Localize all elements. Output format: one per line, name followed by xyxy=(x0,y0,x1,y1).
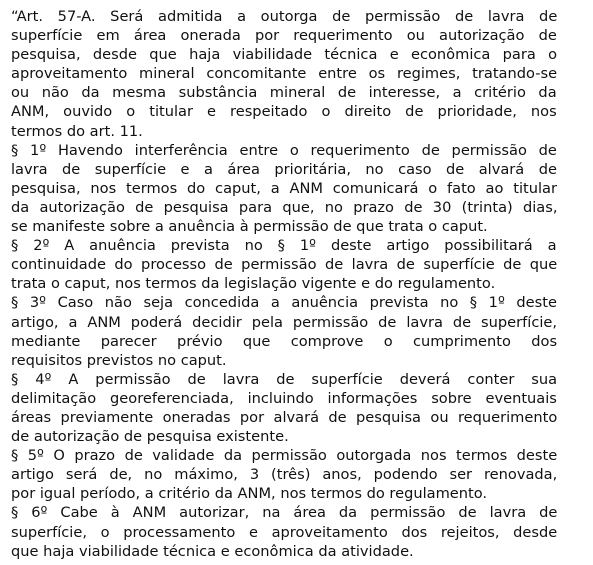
text-line: “Art. 57-A. Será admitida a outorga de permissão de lavra de xyxy=(11,8,557,25)
text-line: de autorização de pesquisa existente. xyxy=(11,428,289,446)
text-line: § 1º Havendo interferência entre o requerimento de permissão de xyxy=(11,141,557,159)
text-line: lavra de superfície e a área prioritária, no caso de alvará de xyxy=(11,160,557,178)
legal-document xyxy=(11,7,557,561)
paragraph-1 xyxy=(11,141,557,236)
text-line: ANM, ouvido o titular e respeitado o direito de prioridade, nos xyxy=(11,103,557,121)
article-57a-caput xyxy=(11,7,557,141)
text-line: artigo, a ANM poderá decidir pela permissão de lavra de superfície, xyxy=(11,313,557,331)
text-line: aproveitamento mineral concomitante entre os regimes, tratando-se xyxy=(11,65,557,83)
text-line: § 4º A permissão de lavra de superfície deverá conter sua xyxy=(11,370,557,388)
text-line: § 6º Cabe à ANM autorizar, na área da permissão de lavra de xyxy=(11,504,557,522)
text-line: § 5º O prazo de validade da permissão outorgada nos termos deste xyxy=(11,447,557,465)
text-line: § 3º Caso não seja concedida a anuência prevista no § 1º deste xyxy=(11,294,557,312)
paragraph-3 xyxy=(11,293,557,369)
paragraph-6 xyxy=(11,503,557,560)
paragraph-2 xyxy=(11,236,557,293)
paragraph-5 xyxy=(11,446,557,503)
text-line: áreas previamente oneradas por alvará de pesquisa ou requerimento xyxy=(11,408,557,426)
text-line: pesquisa, desde que haja viabilidade técnica e econômica para o xyxy=(11,46,557,64)
text-line: artigo será de, no máximo, 3 (três) anos, podendo ser renovada, xyxy=(11,466,557,484)
text-line: mediante parecer prévio que comprove o cumprimento dos xyxy=(11,332,557,350)
text-line: termos do art. 11. xyxy=(11,122,143,140)
text-line: continuidade do processo de permissão de lavra de superfície de que xyxy=(11,256,557,274)
text-line: pesquisa, nos termos do caput, a ANM comunicará o fato ao titular xyxy=(11,179,557,197)
text-line: superfície em área onerada por requerimento ou autorização de xyxy=(11,27,557,45)
text-line: § 2º A anuência prevista no § 1º deste artigo possibilitará a xyxy=(11,237,557,255)
text-line: por igual período, a critério da ANM, nos termos do regulamento. xyxy=(11,485,488,503)
text-line: delimitação georeferenciada, incluindo informações sobre eventuais xyxy=(11,389,557,407)
text-line: requisitos previstos no caput. xyxy=(11,351,227,369)
text-line: que haja viabilidade técnica e econômica da atividade. xyxy=(11,542,414,560)
text-line: superfície, o processamento e aproveitamento dos rejeitos, desde xyxy=(11,523,557,541)
paragraph-4 xyxy=(11,370,557,446)
text-line: trata o caput, nos termos da legislação vigente e do regulamento. xyxy=(11,275,496,293)
text-line: da autorização de pesquisa para que, no prazo de 30 (trinta) dias, xyxy=(11,198,557,216)
text-line: se manifeste sobre a anuência à permissão de que trata o caput. xyxy=(11,218,488,236)
text-line: ou não da mesma substância mineral de interesse, a critério da xyxy=(11,84,557,102)
